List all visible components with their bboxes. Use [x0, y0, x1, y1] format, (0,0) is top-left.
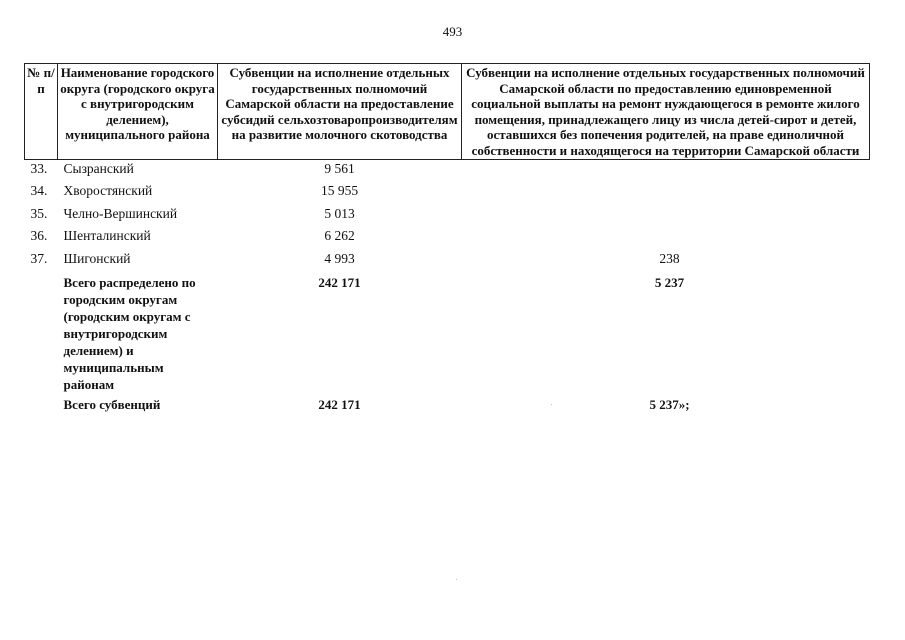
table-header [25, 64, 870, 160]
milk-subvention-value: 15 955 [320, 183, 359, 199]
table-row [25, 182, 870, 205]
table-row [25, 227, 870, 250]
empty-cell [25, 272, 58, 393]
scan-speck [456, 579, 457, 580]
milk-subvention-value: 5 013 [324, 205, 355, 221]
total-all-orphans-value: 5 237»; [649, 397, 690, 413]
empty-cell [25, 393, 58, 413]
row-number: 34. [30, 183, 48, 199]
table-body [25, 159, 870, 413]
milk-subvention-value: 6 262 [324, 228, 355, 244]
milk-subvention-value: 4 993 [324, 250, 355, 266]
table-row [25, 205, 870, 228]
table-row [25, 250, 870, 273]
district-name: Шигонский [63, 250, 131, 266]
orphans-subvention-value [462, 159, 870, 182]
district-name: Шенталинский [63, 228, 151, 244]
page-number: 493 [442, 24, 463, 39]
row-number: 37. [30, 250, 48, 266]
total-distributed-milk-value: 242 171 [318, 275, 361, 291]
total-distributed-row [25, 272, 870, 393]
header-orphans-housing-subvention: Субвенции на исполнение отдельных государственных полномочий Самарской области по предоставлению единовременной социальной выплаты на ремонт нуждающегося в ремонте жилого помещения, принадлежащего лицу из числа детей-сирот и детей, оставшихся без попечения родителей, на праве единоличной собственности и находящегося на территории Самарской области [462, 64, 870, 160]
orphans-subvention-value [462, 182, 870, 205]
district-name: Хворостянский [63, 183, 153, 199]
milk-subvention-value: 9 561 [324, 160, 355, 176]
row-number: 33. [30, 160, 48, 176]
total-all-row [25, 393, 870, 413]
total-all-milk-value: 242 171 [318, 397, 361, 413]
orphans-subvention-value [462, 205, 870, 228]
total-distributed-label: Всего распределено по городским округам (городским округам с внутригородским делением) и муниципальным районам [63, 275, 196, 393]
header-row-number: № п/п [25, 64, 58, 160]
scan-speck [551, 404, 552, 405]
header-row [25, 64, 870, 160]
row-number: 35. [30, 205, 48, 221]
total-distributed-orphans-value: 5 237 [654, 275, 685, 291]
orphans-subvention-value: 238 [659, 250, 680, 266]
table-row [25, 159, 870, 182]
district-name: Челно-Вершинский [63, 205, 178, 221]
header-district-name: Наименование городского округа (городского округа с внутригородским делением), муниципального района [58, 64, 218, 160]
row-number: 36. [30, 228, 48, 244]
subventions-table [24, 63, 870, 413]
total-all-label: Всего субвенций [63, 397, 161, 413]
district-name: Сызранский [63, 160, 134, 176]
header-milk-subvention: Субвенции на исполнение отдельных государственных полномочий Самарской области на предоставление субсидий сельхозтоваропроизводителям на развитие молочного скотоводства [218, 64, 462, 160]
orphans-subvention-value [462, 227, 870, 250]
